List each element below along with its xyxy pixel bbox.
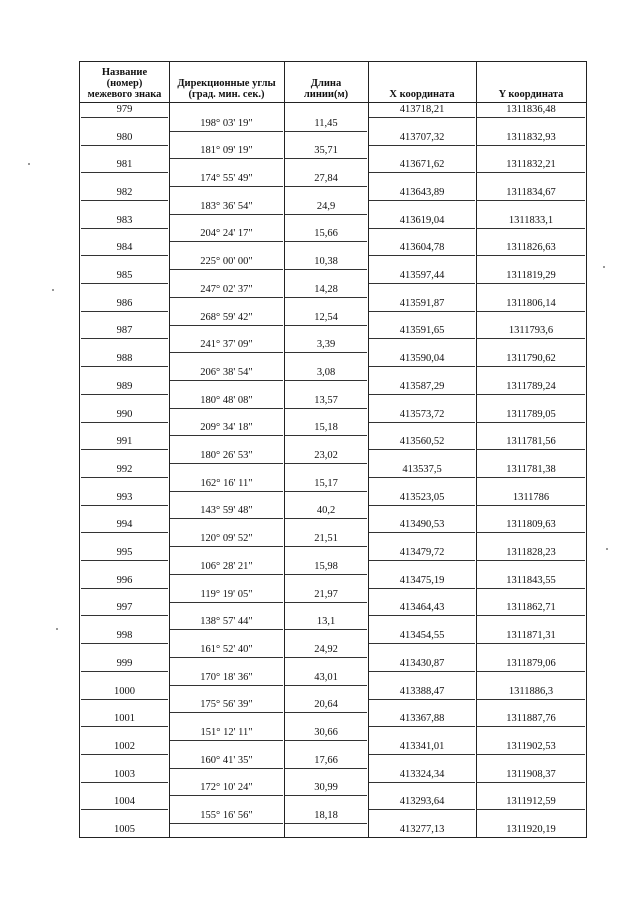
y-coordinate-value: 1311836,48: [506, 103, 556, 115]
segment-row-divider: [170, 352, 283, 353]
x-coordinate-value: 413707,32: [399, 131, 445, 143]
header-line-length-line: линии(м): [303, 89, 349, 100]
segment-row-divider: [170, 158, 283, 159]
line-length-value: 30,99: [314, 782, 338, 794]
mark-row-divider: [369, 726, 475, 727]
mark-row-divider: [369, 809, 475, 810]
mark-row-divider: [81, 560, 168, 561]
mark-name: 984: [116, 242, 133, 254]
line-length-value: 24,9: [316, 200, 336, 212]
segment-row-divider: [285, 768, 367, 769]
mark-row-divider: [81, 172, 168, 173]
mark-row-divider: [369, 754, 475, 755]
y-coordinate-value: 1311826,63: [506, 242, 556, 254]
mark-name: 980: [116, 131, 133, 143]
segment-row-divider: [170, 325, 283, 326]
mark-row-divider: [369, 255, 475, 256]
line-length-value: 12,54: [314, 311, 338, 323]
mark-row-divider: [369, 532, 475, 533]
direction-angle-value: 138° 57' 44": [200, 616, 253, 628]
y-coordinate-value: 1311862,71: [506, 602, 556, 614]
segment-row-divider: [285, 297, 367, 298]
mark-name: 991: [116, 436, 133, 448]
mark-row-divider: [81, 699, 168, 700]
line-length-value: 40,2: [316, 505, 336, 517]
y-coordinate-value: 1311832,93: [506, 131, 556, 143]
mark-row-divider: [369, 172, 475, 173]
mark-row-divider: [477, 366, 585, 367]
line-length-value: 15,18: [314, 422, 338, 434]
header-direction-angle: [169, 62, 284, 102]
header-mark-name: [80, 62, 169, 102]
line-length-value: 10,38: [314, 256, 338, 268]
line-length-value: 13,1: [316, 616, 336, 628]
direction-angle-value: 268° 59' 42": [200, 311, 253, 323]
segment-row-divider: [285, 740, 367, 741]
y-coordinate-value: 1311793,6: [508, 325, 554, 337]
mark-row-divider: [81, 532, 168, 533]
direction-angle-value: 172° 10' 24": [200, 782, 253, 794]
line-length-value: 11,45: [314, 117, 338, 129]
header-direction-angle-line: (град. мин. сек.): [188, 89, 265, 100]
mark-name: 982: [116, 186, 133, 198]
segment-row-divider: [285, 574, 367, 575]
mark-row-divider: [477, 117, 585, 118]
direction-angle-value: 151° 12' 11": [200, 727, 253, 739]
segment-row-divider: [170, 685, 283, 686]
segment-row-divider: [170, 629, 283, 630]
mark-name: 981: [116, 159, 133, 171]
segment-row-divider: [170, 408, 283, 409]
x-coordinate-value: 413718,21: [399, 103, 445, 115]
mark-row-divider: [81, 615, 168, 616]
header-mark-name-line: (номер): [106, 78, 143, 89]
mark-row-divider: [477, 283, 585, 284]
mark-row-divider: [477, 477, 585, 478]
direction-angle-value: 119° 19' 05": [200, 588, 253, 600]
mark-name: 979: [116, 103, 133, 115]
mark-row-divider: [369, 338, 475, 339]
segment-row-divider: [170, 712, 283, 713]
header-direction-angle-line: Дирекционные углы: [177, 78, 276, 89]
direction-angle-value: 175° 56' 39": [200, 699, 253, 711]
mark-name: 994: [116, 519, 133, 531]
direction-angle-value: 161° 52' 40": [200, 643, 253, 655]
segment-row-divider: [170, 214, 283, 215]
y-coordinate-value: 1311912,59: [506, 796, 556, 808]
segment-row-divider: [170, 546, 283, 547]
x-coordinate-value: 413341,01: [399, 740, 445, 752]
x-coordinate-value: 413560,52: [399, 436, 445, 448]
line-length-value: 24,92: [314, 643, 338, 655]
mark-row-divider: [477, 311, 585, 312]
mark-row-divider: [369, 366, 475, 367]
scan-speck: [56, 628, 58, 630]
segment-row-divider: [285, 380, 367, 381]
segment-row-divider: [285, 491, 367, 492]
scan-speck: [603, 266, 605, 268]
y-coordinate-value: 1311819,29: [506, 270, 556, 282]
segment-row-divider: [285, 823, 367, 824]
line-length-value: 35,71: [314, 145, 338, 157]
mark-row-divider: [369, 782, 475, 783]
mark-row-divider: [81, 477, 168, 478]
mark-row-divider: [369, 200, 475, 201]
line-length-value: 23,02: [314, 450, 338, 462]
mark-row-divider: [81, 228, 168, 229]
mark-row-divider: [477, 671, 585, 672]
y-coordinate-value: 1311833,1: [508, 214, 554, 226]
line-length-value: 15,66: [314, 228, 338, 240]
mark-row-divider: [81, 283, 168, 284]
direction-angle-value: 225° 00' 00": [200, 256, 253, 268]
mark-row-divider: [477, 699, 585, 700]
line-length-value: 14,28: [314, 283, 338, 295]
mark-row-divider: [477, 172, 585, 173]
y-coordinate-value: 1311920,19: [506, 824, 556, 835]
mark-row-divider: [477, 338, 585, 339]
mark-row-divider: [81, 505, 168, 506]
mark-name: 1002: [114, 740, 135, 752]
mark-row-divider: [369, 671, 475, 672]
line-length-value: 15,17: [314, 477, 338, 489]
segment-row-divider: [170, 823, 283, 824]
mark-row-divider: [477, 394, 585, 395]
segment-row-divider: [170, 657, 283, 658]
segment-row-divider: [285, 602, 367, 603]
mark-row-divider: [477, 255, 585, 256]
y-coordinate-value: 1311789,24: [506, 380, 556, 392]
line-length-value: 13,57: [314, 394, 338, 406]
mark-row-divider: [81, 422, 168, 423]
direction-angle-value: 155° 16' 56": [200, 810, 253, 822]
y-coordinate-value: 1311828,23: [506, 547, 556, 559]
y-coordinate-value: 1311790,62: [506, 353, 556, 365]
mark-row-divider: [369, 615, 475, 616]
line-length-value: 20,64: [314, 699, 338, 711]
mark-row-divider: [477, 422, 585, 423]
line-length-value: 21,97: [314, 588, 338, 600]
mark-name: 983: [116, 214, 133, 226]
mark-row-divider: [81, 754, 168, 755]
segment-row-divider: [285, 435, 367, 436]
mark-row-divider: [81, 809, 168, 810]
mark-row-divider: [477, 228, 585, 229]
mark-row-divider: [369, 477, 475, 478]
mark-name: 997: [116, 602, 133, 614]
segment-row-divider: [285, 629, 367, 630]
segment-row-divider: [170, 435, 283, 436]
mark-name: 985: [116, 270, 133, 282]
segment-row-divider: [170, 241, 283, 242]
x-coordinate-value: 413388,47: [399, 685, 445, 697]
scan-speck: [28, 163, 30, 165]
header-y-coordinate: [476, 62, 586, 102]
mark-name: 999: [116, 657, 133, 669]
direction-angle-value: 247° 02' 37": [200, 283, 253, 295]
direction-angle-value: 181° 09' 19": [200, 145, 253, 157]
line-length-value: 27,84: [314, 173, 338, 185]
mark-row-divider: [369, 228, 475, 229]
mark-row-divider: [477, 754, 585, 755]
direction-angle-value: 198° 03' 19": [200, 117, 253, 129]
mark-row-divider: [369, 283, 475, 284]
mark-row-divider: [81, 643, 168, 644]
segment-row-divider: [170, 380, 283, 381]
segment-row-divider: [170, 574, 283, 575]
y-coordinate-value: 1311781,38: [506, 463, 556, 475]
line-length-value: 3,39: [316, 339, 336, 351]
header-x-coordinate: [368, 62, 476, 102]
segment-row-divider: [285, 186, 367, 187]
mark-row-divider: [477, 449, 585, 450]
line-length-value: 15,98: [314, 560, 338, 572]
mark-row-divider: [477, 643, 585, 644]
line-length-value: 3,08: [316, 366, 336, 378]
mark-row-divider: [477, 532, 585, 533]
segment-row-divider: [285, 657, 367, 658]
header-mark-name-line: межевого знака: [87, 89, 162, 100]
mark-row-divider: [477, 809, 585, 810]
segment-row-divider: [285, 214, 367, 215]
y-coordinate-value: 1311886,3: [508, 685, 554, 697]
x-coordinate-value: 413367,88: [399, 713, 445, 725]
mark-row-divider: [477, 782, 585, 783]
y-coordinate-value: 1311887,76: [506, 713, 556, 725]
mark-row-divider: [81, 671, 168, 672]
segment-row-divider: [170, 131, 283, 132]
direction-angle-value: 162° 16' 11": [200, 477, 253, 489]
y-coordinate-value: 1311834,67: [506, 186, 556, 198]
direction-angle-value: 241° 37' 09": [200, 339, 253, 351]
mark-name: 995: [116, 547, 133, 559]
mark-name: 988: [116, 353, 133, 365]
header-divider: [80, 102, 586, 103]
segment-row-divider: [170, 602, 283, 603]
x-coordinate-value: 413597,44: [399, 270, 445, 282]
header-line-length-line: Длина: [310, 78, 342, 89]
y-coordinate-value: 1311806,14: [506, 297, 556, 309]
direction-angle-value: 143° 59' 48": [200, 505, 253, 517]
mark-row-divider: [81, 255, 168, 256]
x-coordinate-value: 413293,64: [399, 796, 445, 808]
x-coordinate-value: 413587,29: [399, 380, 445, 392]
mark-row-divider: [81, 394, 168, 395]
mark-row-divider: [477, 726, 585, 727]
scan-speck: [52, 289, 54, 291]
mark-row-divider: [81, 366, 168, 367]
direction-angle-value: 183° 36' 54": [200, 200, 253, 212]
y-coordinate-value: 1311809,63: [506, 519, 556, 531]
segment-row-divider: [170, 269, 283, 270]
segment-row-divider: [285, 795, 367, 796]
direction-angle-value: 209° 34' 18": [200, 422, 253, 434]
mark-row-divider: [369, 422, 475, 423]
direction-angle-value: 106° 28' 21": [200, 560, 253, 572]
direction-angle-value: 160° 41' 35": [200, 754, 253, 766]
y-coordinate-value: 1311781,56: [506, 436, 556, 448]
segment-row-divider: [285, 241, 367, 242]
y-coordinate-value: 1311786: [512, 491, 550, 503]
direction-angle-value: 180° 26' 53": [200, 450, 253, 462]
segment-row-divider: [170, 297, 283, 298]
mark-name: 1001: [114, 713, 135, 725]
x-coordinate-value: 413464,43: [399, 602, 445, 614]
mark-row-divider: [477, 200, 585, 201]
mark-row-divider: [369, 145, 475, 146]
mark-row-divider: [81, 117, 168, 118]
mark-name: 992: [116, 463, 133, 475]
direction-angle-value: 174° 55' 49": [200, 173, 253, 185]
coordinates-table: [79, 61, 587, 838]
mark-row-divider: [369, 588, 475, 589]
mark-row-divider: [477, 560, 585, 561]
segment-row-divider: [170, 740, 283, 741]
segment-row-divider: [285, 546, 367, 547]
segment-row-divider: [170, 491, 283, 492]
x-coordinate-value: 413604,78: [399, 242, 445, 254]
mark-row-divider: [369, 449, 475, 450]
mark-row-divider: [369, 311, 475, 312]
segment-row-divider: [170, 768, 283, 769]
x-coordinate-value: 413523,05: [399, 491, 445, 503]
mark-row-divider: [81, 145, 168, 146]
x-coordinate-value: 413671,62: [399, 159, 445, 171]
x-coordinate-value: 413490,53: [399, 519, 445, 531]
y-coordinate-value: 1311871,31: [506, 630, 556, 642]
mark-row-divider: [81, 311, 168, 312]
direction-angle-value: 206° 38' 54": [200, 366, 253, 378]
segment-row-divider: [170, 518, 283, 519]
y-coordinate-value: 1311832,21: [506, 159, 556, 171]
line-length-value: 30,66: [314, 727, 338, 739]
segment-row-divider: [170, 186, 283, 187]
header-mark-name-line: Название: [101, 67, 148, 78]
x-coordinate-value: 413454,55: [399, 630, 445, 642]
mark-row-divider: [81, 338, 168, 339]
x-coordinate-value: 413591,87: [399, 297, 445, 309]
segment-row-divider: [285, 408, 367, 409]
line-length-value: 43,01: [314, 671, 338, 683]
mark-row-divider: [369, 394, 475, 395]
line-length-value: 17,66: [314, 754, 338, 766]
segment-row-divider: [285, 352, 367, 353]
line-length-value: 21,51: [314, 533, 338, 545]
segment-row-divider: [285, 518, 367, 519]
mark-row-divider: [477, 505, 585, 506]
mark-name: 990: [116, 408, 133, 420]
header-y-coordinate-label: Y координата: [498, 89, 564, 100]
y-coordinate-value: 1311908,37: [506, 768, 556, 780]
segment-row-divider: [285, 131, 367, 132]
x-coordinate-value: 413619,04: [399, 214, 445, 226]
line-length-value: 18,18: [314, 810, 338, 822]
mark-row-divider: [369, 560, 475, 561]
y-coordinate-value: 1311789,05: [506, 408, 556, 420]
segment-row-divider: [285, 712, 367, 713]
y-coordinate-value: 1311843,55: [506, 574, 556, 586]
segment-row-divider: [170, 463, 283, 464]
x-coordinate-value: 413643,89: [399, 186, 445, 198]
mark-row-divider: [477, 615, 585, 616]
mark-name: 1004: [114, 796, 135, 808]
x-coordinate-value: 413430,87: [399, 657, 445, 669]
segment-row-divider: [285, 158, 367, 159]
y-coordinate-value: 1311879,06: [506, 657, 556, 669]
mark-row-divider: [369, 643, 475, 644]
mark-row-divider: [81, 726, 168, 727]
mark-name: 1000: [114, 685, 135, 697]
mark-row-divider: [369, 117, 475, 118]
x-coordinate-value: 413537,5: [402, 463, 442, 475]
y-coordinate-value: 1311902,53: [506, 740, 556, 752]
mark-row-divider: [369, 699, 475, 700]
segment-row-divider: [285, 325, 367, 326]
segment-row-divider: [285, 463, 367, 464]
mark-row-divider: [81, 449, 168, 450]
mark-name: 998: [116, 630, 133, 642]
direction-angle-value: 120° 09' 52": [200, 533, 253, 545]
mark-name: 987: [116, 325, 133, 337]
segment-row-divider: [285, 685, 367, 686]
segment-row-divider: [285, 269, 367, 270]
direction-angle-value: 180° 48' 08": [200, 394, 253, 406]
mark-row-divider: [477, 145, 585, 146]
segment-row-divider: [170, 795, 283, 796]
mark-row-divider: [477, 588, 585, 589]
header-line-length: [284, 62, 368, 102]
x-coordinate-value: 413573,72: [399, 408, 445, 420]
header-x-coordinate-label: X координата: [389, 89, 455, 100]
mark-row-divider: [81, 200, 168, 201]
mark-name: 1003: [114, 768, 135, 780]
mark-row-divider: [81, 588, 168, 589]
mark-name: 993: [116, 491, 133, 503]
mark-row-divider: [81, 782, 168, 783]
mark-row-divider: [369, 505, 475, 506]
direction-angle-value: 204° 24' 17": [200, 228, 253, 240]
x-coordinate-value: 413591,65: [399, 325, 445, 337]
x-coordinate-value: 413324,34: [399, 768, 445, 780]
x-coordinate-value: 413475,19: [399, 574, 445, 586]
mark-name: 989: [116, 380, 133, 392]
direction-angle-value: 170° 18' 36": [200, 671, 253, 683]
x-coordinate-value: 413590,04: [399, 353, 445, 365]
x-coordinate-value: 413479,72: [399, 547, 445, 559]
scan-speck: [606, 548, 608, 550]
x-coordinate-value: 413277,13: [399, 824, 445, 835]
mark-name: 986: [116, 297, 133, 309]
mark-name: 1005: [114, 824, 135, 835]
mark-name: 996: [116, 574, 133, 586]
